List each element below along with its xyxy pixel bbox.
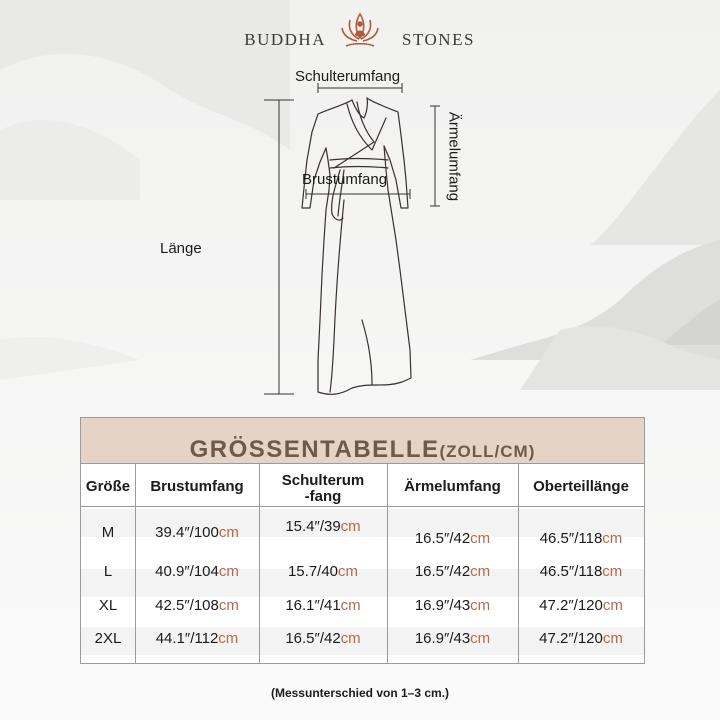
unit-cm: cm: [602, 630, 623, 647]
cell-sleeve: 16.9″/43cm: [414, 630, 491, 647]
table-title: GRÖSSENTABELLE(ZOLL/CM): [189, 436, 536, 463]
shoulder-label: Schulterumfang: [295, 68, 401, 85]
cell-sleeve: 16.5″/42cm: [414, 563, 491, 580]
cell-bust: 44.1″/112cm: [155, 630, 239, 647]
unit-cm: cm: [470, 563, 491, 580]
cell-size: XL: [98, 597, 118, 614]
footnote: (Messunterschied von 1–3 cm.): [270, 686, 450, 700]
unit-cm: cm: [470, 630, 491, 647]
unit-cm: cm: [602, 530, 623, 547]
cell-length: 46.5″/118cm: [539, 530, 623, 547]
cell-bust: 39.4″/100cm: [155, 524, 239, 541]
table-unit: (ZOLL/CM): [439, 442, 536, 461]
cell-size: M: [101, 524, 115, 541]
unit-cm: cm: [218, 597, 239, 614]
unit-cm: cm: [340, 518, 361, 535]
cell-length: 46.5″/118cm: [539, 563, 623, 580]
diagram-labels: [0, 60, 720, 400]
unit-cm: cm: [470, 530, 491, 547]
unit-cm: cm: [470, 597, 491, 614]
cell-size: 2XL: [94, 630, 122, 647]
unit-cm: cm: [218, 630, 239, 647]
cell-bust: 40.9″/104cm: [155, 563, 239, 580]
unit-cm: cm: [602, 563, 623, 580]
brand-name-left: BUDDHA: [244, 30, 326, 49]
cell-shoulder: 15.4″/39cm: [285, 518, 361, 535]
table-title-bar: [81, 418, 644, 464]
cell-length: 47.2″/120cm: [539, 597, 623, 614]
cell-bust: 42.5″/108cm: [155, 597, 239, 614]
header-size: Größe: [85, 478, 131, 495]
cell-sleeve: 16.9″/43cm: [414, 597, 491, 614]
unit-cm: cm: [218, 524, 239, 541]
sleeve-label: Ärmelumfang: [445, 111, 463, 202]
cell-shoulder: 16.1″/41cm: [285, 597, 361, 614]
size-table: [80, 417, 645, 664]
header-shoulder: Schulterum -fang: [281, 472, 365, 505]
bust-label: Brustumfang: [302, 171, 388, 188]
brand-name-right: STONES: [402, 30, 475, 49]
unit-cm: cm: [340, 597, 361, 614]
header-bust: Brustumfang: [150, 478, 244, 495]
cell-shoulder: 16.5″/42cm: [285, 630, 361, 647]
header-length: Oberteillänge: [533, 478, 629, 495]
cell-size: L: [103, 563, 113, 580]
unit-cm: cm: [340, 630, 361, 647]
cell-shoulder: 15.7/40cm: [287, 563, 359, 580]
cell-sleeve: 16.5″/42cm: [414, 530, 491, 547]
length-label: Länge: [160, 240, 202, 257]
header-sleeve: Ärmelumfang: [404, 478, 501, 495]
unit-cm: cm: [338, 563, 359, 580]
unit-cm: cm: [602, 597, 623, 614]
cell-length: 47.2″/120cm: [539, 630, 623, 647]
unit-cm: cm: [218, 563, 239, 580]
